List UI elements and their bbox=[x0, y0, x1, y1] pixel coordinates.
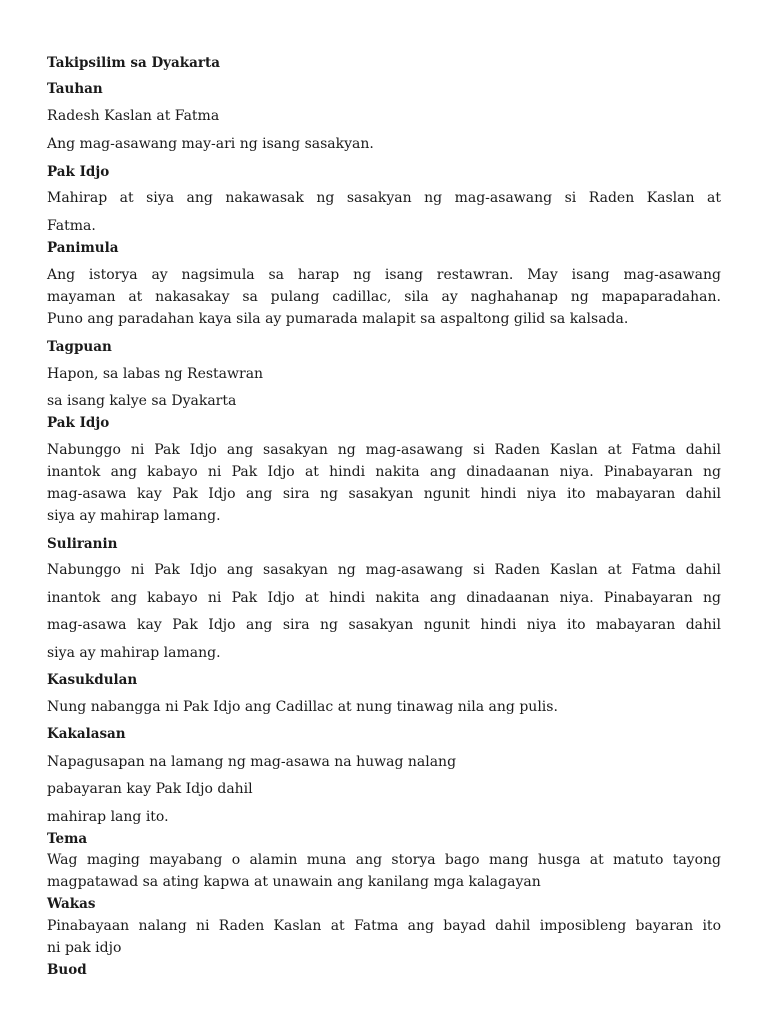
heading-kasukdulan: Kasukdulan bbox=[47, 672, 138, 688]
heading-tema: Tema bbox=[47, 831, 88, 847]
heading-tagpuan: Tagpuan bbox=[47, 339, 112, 355]
paragraph-line: mahirap lang ito. bbox=[47, 809, 169, 825]
paragraph-line: mag-asawa kay Pak Idjo ang sira ng sasakyan ngunit hindi niya ito mabayaran dahil bbox=[47, 486, 721, 502]
heading-panimula: Panimula bbox=[47, 240, 119, 256]
paragraph-line: siya ay mahirap lamang. bbox=[47, 645, 221, 661]
paragraph-line: siya ay mahirap lamang. bbox=[47, 508, 221, 524]
paragraph-line: mayaman at nakasakay sa pulang cadillac, sila ay naghahanap ng mapaparadahan. bbox=[47, 289, 721, 305]
heading-kakalasan: Kakalasan bbox=[47, 726, 126, 742]
paragraph-line: pabayaran kay Pak Idjo dahil bbox=[47, 781, 253, 797]
heading-tauhan: Tauhan bbox=[47, 81, 103, 97]
heading-wakas: Wakas bbox=[47, 896, 96, 912]
tauhan-line: Radesh Kaslan at Fatma bbox=[47, 108, 220, 124]
paragraph-line: ni pak idjo bbox=[47, 940, 122, 956]
heading-suliranin: Suliranin bbox=[47, 536, 118, 552]
tagpuan-line: sa isang kalye sa Dyakarta bbox=[47, 393, 237, 409]
paragraph-line: Wag maging mayabang o alamin muna ang storya bago mang husga at matuto tayong bbox=[47, 852, 721, 868]
heading-pak-idjo: Pak Idjo bbox=[47, 164, 110, 180]
paragraph-line: Mahirap at siya ang nakawasak ng sasakyan ng mag-asawang si Raden Kaslan at bbox=[47, 190, 721, 206]
document-title: Takipsilim sa Dyakarta bbox=[47, 55, 220, 71]
paragraph-line: Nung nabangga ni Pak Idjo ang Cadillac at nung tinawag nila ang pulis. bbox=[47, 699, 558, 715]
tagpuan-line: Hapon, sa labas ng Restawran bbox=[47, 366, 264, 382]
tauhan-line: Ang mag-asawang may-ari ng isang sasakyan. bbox=[47, 136, 374, 152]
paragraph-line: inantok ang kabayo ni Pak Idjo at hindi nakita ang dinadaanan niya. Pinabayaran ng bbox=[47, 590, 721, 606]
paragraph-line: mag-asawa kay Pak Idjo ang sira ng sasakyan ngunit hindi niya ito mabayaran dahil bbox=[47, 617, 721, 633]
paragraph-line: Nabunggo ni Pak Idjo ang sasakyan ng mag-asawang si Raden Kaslan at Fatma dahil bbox=[47, 562, 721, 578]
paragraph-line: Fatma. bbox=[47, 218, 96, 234]
paragraph-line: Nabunggo ni Pak Idjo ang sasakyan ng mag-asawang si Raden Kaslan at Fatma dahil bbox=[47, 442, 721, 458]
paragraph-line: inantok ang kabayo ni Pak Idjo at hindi nakita ang dinadaanan niya. Pinabayaran ng bbox=[47, 464, 721, 480]
paragraph-line: Puno ang paradahan kaya sila ay pumarada malapit sa aspaltong gilid sa kalsada. bbox=[47, 311, 629, 327]
heading-buod: Buod bbox=[47, 962, 87, 978]
heading-pak-idjo-2: Pak Idjo bbox=[47, 415, 110, 431]
paragraph-line: Pinabayaan nalang ni Raden Kaslan at Fatma ang bayad dahil imposibleng bayaran ito bbox=[47, 918, 721, 934]
paragraph-line: Ang istorya ay nagsimula sa harap ng isang restawran. May isang mag-asawang bbox=[47, 267, 721, 283]
paragraph-line: magpatawad sa ating kapwa at unawain ang kanilang mga kalagayan bbox=[47, 874, 541, 890]
paragraph-line: Napagusapan na lamang ng mag-asawa na huwag nalang bbox=[47, 754, 457, 770]
